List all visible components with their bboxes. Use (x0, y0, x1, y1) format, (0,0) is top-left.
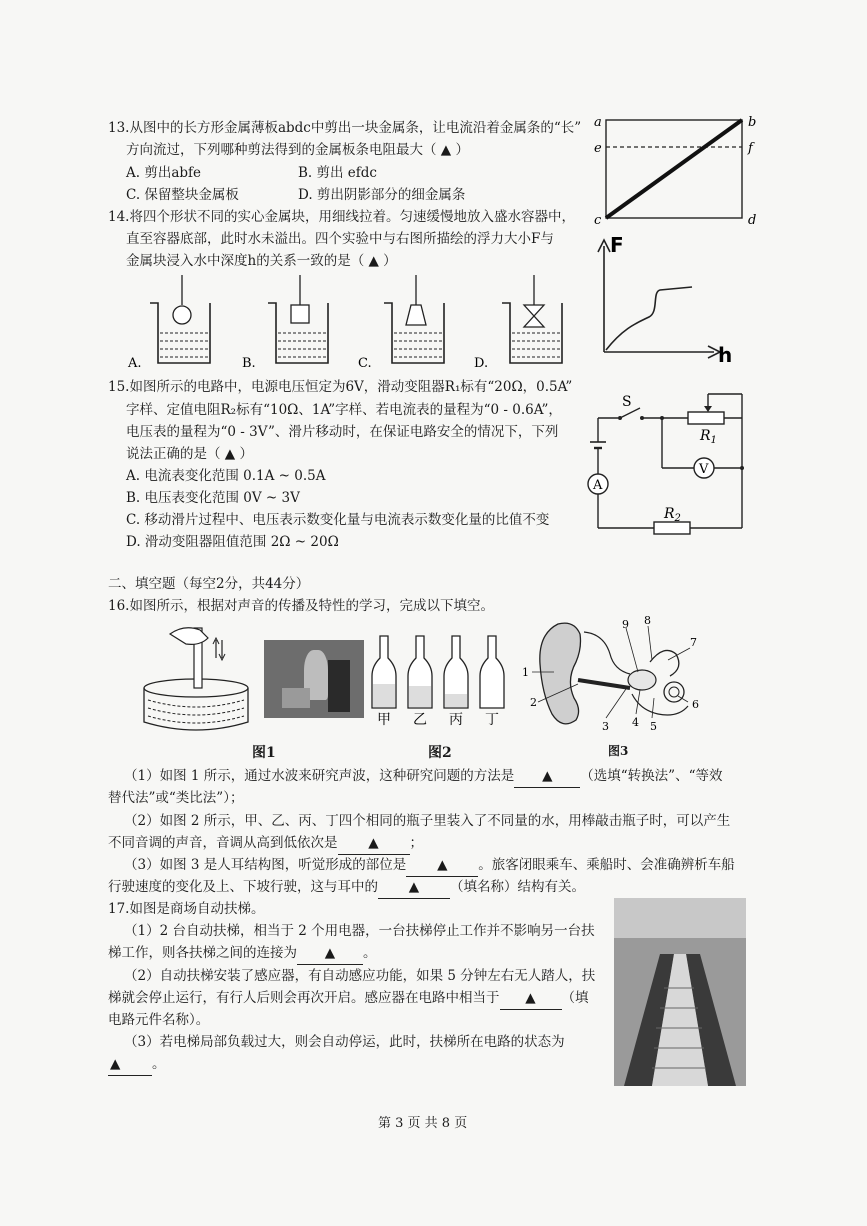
option-b-label: B. (242, 356, 256, 371)
option-d-label: D. (474, 356, 489, 371)
bottle-bing-label: 丙 (449, 712, 463, 728)
q15-option-b: B. 电压表变化范围 0V ~ 3V (126, 490, 300, 506)
label-d: d (748, 213, 757, 228)
axis-h-label: h (718, 343, 733, 367)
figure-2-caption: 图2 (428, 745, 452, 761)
q14-stem-line2: 直至容器底部，此时水未溢出。四个实验中与右图所描绘的浮力大小F与 (126, 231, 554, 247)
bottle-jia-label: 甲 (377, 712, 391, 728)
label-f: f (748, 141, 753, 156)
q16-part2-cont: 不同音调的声音，音调从高到低依次是 ▲ ； (108, 833, 423, 855)
q17-intro: 17.如图是商场自动扶梯。 (108, 901, 265, 917)
ear-num-4: 4 (632, 716, 639, 729)
ammeter-label: A (593, 478, 603, 493)
q16-figure-3-ear-structure (518, 614, 718, 740)
q15-stem-line4: 说法正确的是（ ▲ ） (126, 446, 253, 462)
q13-metal-plate-figure (590, 112, 760, 230)
q16-part1-cont: 替代法”或“类比法”）； (108, 790, 244, 806)
figure-1-caption: 图1 (252, 745, 276, 761)
q17-part2-cont: 梯就会停止运行，有行人后则会再次开启。感应器在电路中相当于 ▲ （填 (108, 988, 589, 1010)
q15-stem-line1: 15.如图所示的电路中，电源电压恒定为6V，滑动变阻器R₁标有“20Ω，0.5A” (108, 379, 573, 395)
q16-intro: 16.如图所示，根据对声音的传播及特性的学习，完成以下填空。 (108, 598, 494, 614)
q16-blank-4: ▲ (378, 877, 450, 899)
ear-num-9: 9 (622, 618, 629, 631)
bottle-bing (444, 636, 468, 728)
q16-figure-1-water-wave (140, 618, 252, 740)
q15-circuit-diagram (588, 382, 758, 542)
q17-part2-cont2: 电路元件名称）。 (108, 1012, 210, 1028)
bottle-jia (372, 636, 396, 728)
q16-blank-2: ▲ (338, 833, 410, 855)
ear-num-6: 6 (692, 698, 699, 711)
q13-option-a: A. 剪出abfe (126, 165, 202, 181)
option-a-label: A. (128, 356, 142, 371)
q17-blank-2: ▲ (500, 988, 562, 1010)
label-a: a (594, 115, 602, 130)
beaker-b (242, 275, 328, 371)
q17-part1-cont: 梯工作，则各扶梯之间的连接为 ▲ 。 (108, 943, 377, 965)
q13-option-c: C. 保留整块金属板 (126, 187, 239, 203)
q17-part1: （1）2 台自动扶梯，相当于 2 个用电器，一台扶梯停止工作并不影响另一台扶 (124, 923, 595, 939)
q17-blank-1: ▲ (297, 943, 363, 965)
q17-part3-cont: ▲ 。 (108, 1054, 166, 1076)
switch-label: S (622, 394, 632, 410)
ear-num-5: 5 (650, 720, 657, 733)
q14-stem-line1: 14.将四个形状不同的实心金属块，用细线拉着。匀速缓慢地放入盛水容器中， (108, 209, 575, 225)
label-c: c (594, 213, 602, 228)
axis-f-label: F (610, 233, 624, 257)
q16-part2: （2）如图 2 所示，甲、乙、丙、丁四个相同的瓶子里装入了不同量的水，用棒敲击瓶子时，可以产生 (124, 813, 731, 829)
beaker-a (127, 275, 210, 371)
q13-stem-line2: 方向流过，下列哪种剪法得到的金属板条电阻最大（ ▲ ） (126, 142, 469, 158)
q16-part3-cont: 行驶速度的变化及上、下坡行驶，这与耳中的 ▲ （填名称）结构有关。 (108, 877, 585, 899)
q14-stem-line3: 金属块浸入水中深度h的关系一致的是（ ▲ ） (126, 253, 397, 269)
label-e: e (594, 141, 602, 156)
q16-blank-3: ▲ (406, 855, 478, 877)
bottle-yi-label: 乙 (413, 712, 427, 728)
section-two-title: 二、填空题（每空2分，共44分） (108, 576, 310, 592)
q13-stem-line1: 13.从图中的长方形金属薄板abdc中剪出一块金属条，让电流沿着金属条的“长” (108, 120, 582, 136)
figure-3-caption: 图3 (608, 744, 629, 758)
q17-part2: （2）自动扶梯安装了感应器，有自动感应功能，如果 5 分钟左右无人踏人，扶 (124, 968, 596, 984)
q15-option-c: C. 移动滑片过程中、电压表示数变化量与电流表示数变化量的比值不变 (126, 512, 550, 528)
q15-option-a: A. 电流表变化范围 0.1A ~ 0.5A (126, 468, 326, 484)
label-b: b (748, 115, 757, 130)
q16-four-bottles (370, 636, 506, 726)
r2-label: $R_2$ (664, 506, 681, 524)
q16-part1: （1）如图 1 所示，通过水波来研究声波，这种研究问题的方法是 ▲ （选填“转换法”、“等效 (124, 766, 722, 788)
page-footer: 第 3 页 共 8 页 (378, 1116, 468, 1131)
r1-label: $R_1$ (700, 428, 717, 446)
ear-num-8: 8 (644, 614, 651, 627)
beaker-d (474, 275, 562, 371)
ear-num-2: 2 (530, 696, 537, 709)
q14-f-h-graph (594, 232, 744, 372)
q15-stem-line3: 电压表的量程为“0 - 3V”、滑片移动时，在保证电路安全的情况下，下列 (126, 424, 559, 440)
bottle-ding (480, 636, 504, 728)
bottle-ding-label: 丁 (485, 712, 499, 728)
q16-blank-1: ▲ (514, 766, 580, 788)
ear-num-3: 3 (602, 720, 609, 733)
q15-stem-line2: 字样、定值电阻R₂标有“10Ω、1A”字样、若电流表的量程为“0 - 0.6A”， (126, 402, 562, 418)
q13-option-d: D. 剪出阴影部分的细金属条 (298, 187, 466, 203)
beaker-c (358, 275, 444, 371)
q16-part3: （3）如图 3 是人耳结构图，听觉形成的部位是 ▲ 。旅客闭眼乘车、乘船时、会准确辨析车船 (124, 855, 735, 877)
q15-option-d: D. 滑动变阻器阻值范围 2Ω ~ 20Ω (126, 534, 339, 550)
q17-blank-3: ▲ (108, 1054, 152, 1076)
voltmeter-label: V (699, 462, 709, 477)
ear-num-1: 1 (522, 666, 529, 679)
q17-part3: （3）若电梯局部负载过大，则会自动停运，此时，扶梯所在电路的状态为 (124, 1034, 565, 1050)
bottle-yi (408, 636, 432, 728)
ear-num-7: 7 (690, 636, 697, 649)
option-c-label: C. (358, 356, 372, 371)
q13-option-b: B. 剪出 efdc (298, 165, 377, 181)
q14-beakers-figure (120, 275, 600, 375)
q17-escalator-photo (614, 898, 746, 1086)
q16-tuning-fork-photo (264, 640, 364, 718)
